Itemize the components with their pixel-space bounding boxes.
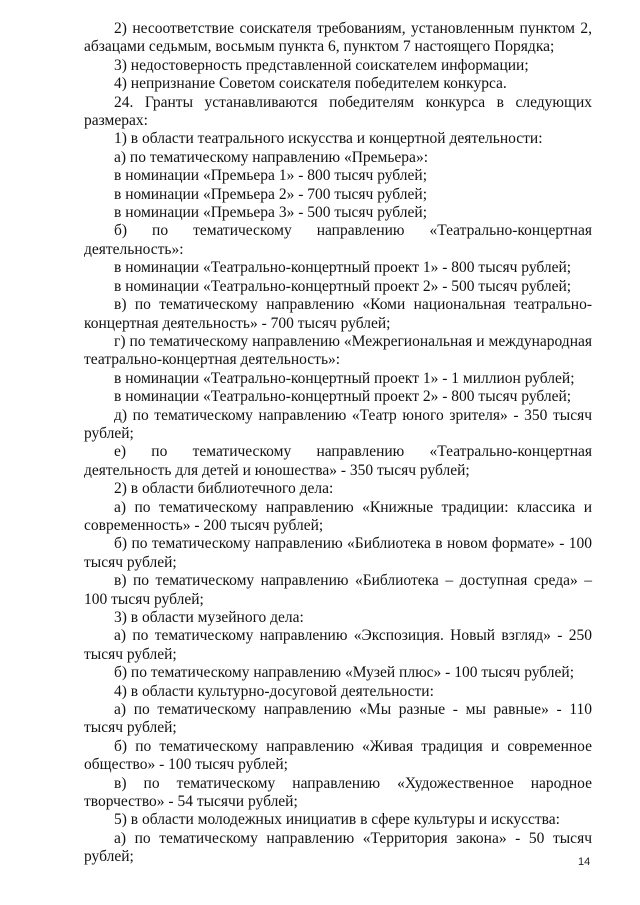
paragraph-text: е) по тематическому направлению «Театрально-концертная деятельность для детей и юношества» - 350 тысяч рублей;	[84, 443, 592, 479]
paragraph-text: 3) в области музейного дела:	[114, 609, 304, 626]
paragraph	[84, 609, 592, 627]
paragraph-text: 3) недостоверность представленной соискателем информации;	[114, 56, 529, 74]
paragraph	[84, 57, 592, 75]
paragraph-text: 4) в области культурно-досуговой деятельности:	[114, 682, 434, 700]
paragraph	[84, 738, 592, 775]
paragraph	[84, 20, 592, 57]
paragraph	[84, 204, 592, 222]
paragraph	[84, 278, 592, 296]
paragraph-text: а) по тематическому направлению «Территория закона» - 50 тысяч рублей;	[84, 829, 592, 866]
paragraph	[84, 388, 592, 406]
paragraph	[84, 572, 592, 609]
paragraph-text: в) по тематическому направлению «Библиотека – доступная среда» – 100 тысяч рублей;	[84, 572, 592, 608]
paragraph	[84, 259, 592, 277]
page-number: 14	[578, 856, 591, 868]
paragraph-text: в номинации «Театрально-концертный проект 1» - 800 тысяч рублей;	[114, 259, 572, 277]
paragraph-text: а) по тематическому направлению «Экспозиция. Новый взгляд» - 250 тысяч рублей;	[84, 627, 592, 663]
paragraph	[84, 535, 592, 572]
paragraph	[84, 480, 592, 498]
paragraph-text: 4) непризнание Советом соискателя победителем конкурса.	[114, 75, 507, 93]
paragraph-text: в номинации «Премьера 1» - 800 тысяч рублей;	[114, 167, 428, 185]
paragraph-text: а) по тематическому направлению «Премьера»:	[114, 148, 428, 166]
paragraph	[84, 370, 592, 388]
paragraph-text: 2) в области библиотечного дела:	[114, 480, 334, 498]
paragraph	[84, 664, 592, 682]
paragraph	[84, 775, 592, 812]
paragraph-text: б) по тематическому направлению «Живая традиция и современное общество» - 100 тысяч рублей;	[84, 737, 592, 774]
paragraph	[84, 499, 592, 536]
paragraph-text: в) по тематическому направлению «Коми национальная театрально-концертная деятельность» - 700 тысяч рублей;	[84, 296, 592, 332]
paragraph-text: в номинации «Премьера 3» - 500 тысяч рублей;	[114, 204, 428, 222]
paragraph-text: 2) несоответствие соискателя требованиям, установленным пунктом 2, абзацами седьмым, восьмым пункта 6, пунктом 7 настоящего Порядка;	[84, 20, 592, 56]
paragraph	[84, 830, 592, 867]
paragraph	[84, 627, 592, 664]
paragraph-text: в) по тематическому направлению «Художественное народное творчество» - 54 тысячи рублей;	[84, 774, 592, 811]
paragraph	[84, 811, 592, 829]
paragraph-text: 1) в области театрального искусства и концертной деятельности:	[114, 130, 543, 148]
paragraph	[84, 75, 592, 93]
paragraph-text: в номинации «Театрально-концертный проект 1» - 1 миллион рублей;	[114, 369, 575, 387]
paragraph	[84, 130, 592, 148]
paragraph-text: б) по тематическому направлению «Театрально-концертная деятельность»:	[84, 222, 592, 258]
paragraph	[84, 333, 592, 370]
paragraph	[84, 222, 592, 259]
paragraph	[84, 167, 592, 185]
paragraph-text: в номинации «Премьера 2» - 700 тысяч рублей;	[114, 185, 428, 203]
paragraph-text: в номинации «Театрально-концертный проект 2» - 500 тысяч рублей;	[114, 277, 572, 295]
paragraph-text: 5) в области молодежных инициатив в сфере культуры и искусства:	[114, 811, 560, 829]
paragraph	[84, 683, 592, 701]
paragraph	[84, 407, 592, 444]
paragraph	[84, 149, 592, 167]
paragraph-text: а) по тематическому направлению «Мы разные - мы равные» - 110 тысяч рублей;	[84, 701, 592, 737]
paragraph-text: д) по тематическому направлению «Театр юного зрителя» - 350 тысяч рублей;	[84, 406, 592, 442]
paragraph-text: б) по тематическому направлению «Музей плюс» - 100 тысяч рублей;	[114, 664, 575, 682]
paragraph-text: 24. Гранты устанавливаются победителям конкурса в следующих размерах:	[84, 93, 592, 130]
paragraph	[84, 701, 592, 738]
paragraph-text: а) по тематическому направлению «Книжные традиции: классика и современность» - 200 тысяч рублей;	[84, 498, 592, 534]
paragraph	[84, 186, 592, 204]
paragraph-text: г) по тематическому направлению «Межрегиональная и международная театрально-концертная деятельность»:	[84, 332, 592, 369]
paragraph	[84, 296, 592, 333]
paragraph-text: б) по тематическому направлению «Библиотека в новом формате» - 100 тысяч рублей;	[84, 535, 592, 571]
paragraph	[84, 94, 592, 131]
document-body	[84, 20, 592, 867]
paragraph-text: в номинации «Театрально-концертный проект 2» - 800 тысяч рублей;	[114, 388, 572, 406]
paragraph	[84, 443, 592, 480]
